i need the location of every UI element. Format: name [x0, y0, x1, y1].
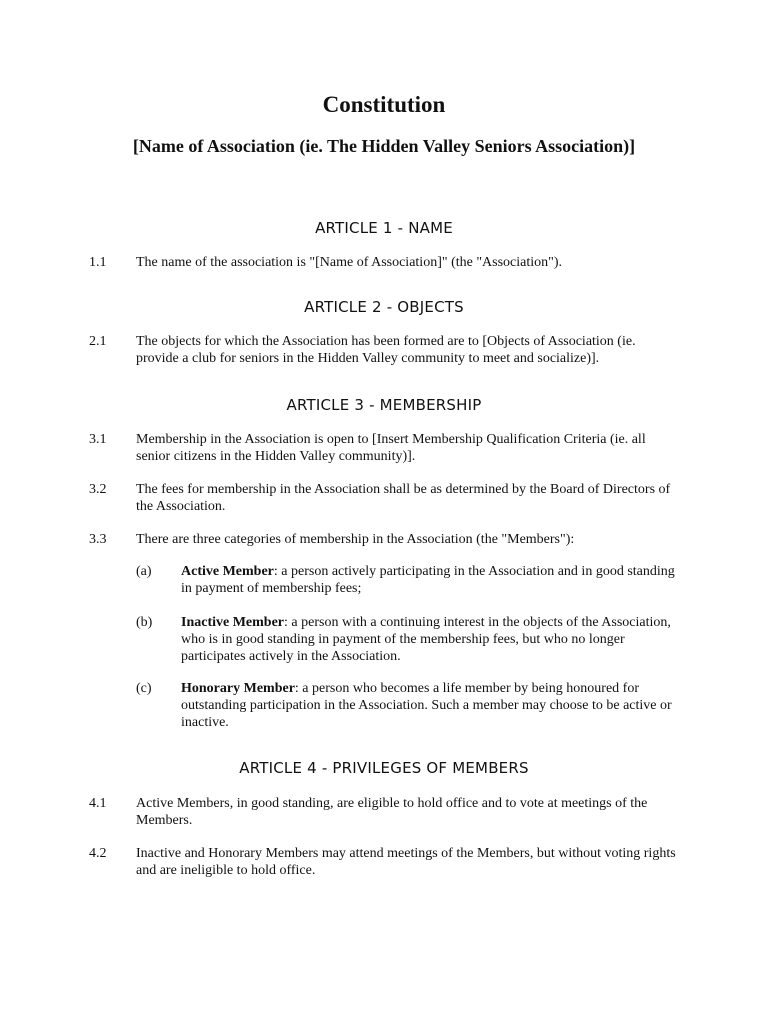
clause-text: The objects for which the Association has been formed are to [Objects of Association (ie. provide a club for seniors in the Hidden Valley community to meet and socialize)]. [136, 334, 636, 366]
clause-text: The fees for membership in the Association shall be as determined by the Board of Directors of the Association. [136, 482, 671, 514]
document-subtitle: [Name of Association (ie. The Hidden Valley Seniors Association)] [132, 136, 636, 156]
category-letter: (b) [136, 615, 153, 630]
category-term: Active Member [181, 564, 274, 579]
article-heading: ARTICLE 1 - NAME [315, 219, 453, 237]
clause-text: The name of the association is "[Name of Association]" (the "Association"). [136, 255, 563, 270]
category-letter: (a) [136, 564, 152, 579]
article-heading: ARTICLE 3 - MEMBERSHIP [286, 396, 482, 414]
document-title: Constitution [322, 92, 446, 117]
clause-number: 1.1 [89, 255, 107, 270]
category-letter: (c) [136, 681, 152, 696]
category-term: Honorary Member [181, 681, 295, 696]
clause-text: There are three categories of membership in the Association (the "Members"): [136, 532, 575, 547]
clause-number: 4.2 [89, 846, 107, 861]
category-term: Inactive Member [181, 615, 285, 630]
clause-number: 3.1 [89, 432, 107, 447]
category-definition: : a person actively participating in the Association and in good standing in payment of membership fees; [181, 564, 675, 596]
clause-number: 2.1 [89, 334, 107, 349]
category-text [181, 563, 681, 597]
category-definition: : a person with a continuing interest in the objects of the Association, who is in good standing in payment of the membership fees, but who no longer participates actively in the Association. [181, 615, 671, 664]
category-text [181, 680, 681, 731]
clause-number: 4.1 [89, 796, 107, 811]
category-definition: : a person who becomes a life member by being honoured for outstanding participation in the Association. Such a member may choose to be active or inactive. [181, 681, 672, 730]
article-heading: ARTICLE 2 - OBJECTS [304, 298, 464, 316]
clause-text: Membership in the Association is open to [Insert Membership Qualification Criteria (ie. all senior citizens in the Hidden Valley community)]. [136, 432, 646, 464]
clause-number: 3.3 [89, 532, 107, 547]
clause-text: Active Members, in good standing, are eligible to hold office and to vote at meetings of the Members. [136, 796, 648, 828]
category-text [181, 614, 681, 665]
clause-number: 3.2 [89, 482, 107, 497]
clause-text: Inactive and Honorary Members may attend meetings of the Members, but without voting rights and are ineligible to hold office. [136, 846, 676, 878]
article-heading: ARTICLE 4 - PRIVILEGES OF MEMBERS [239, 759, 529, 777]
